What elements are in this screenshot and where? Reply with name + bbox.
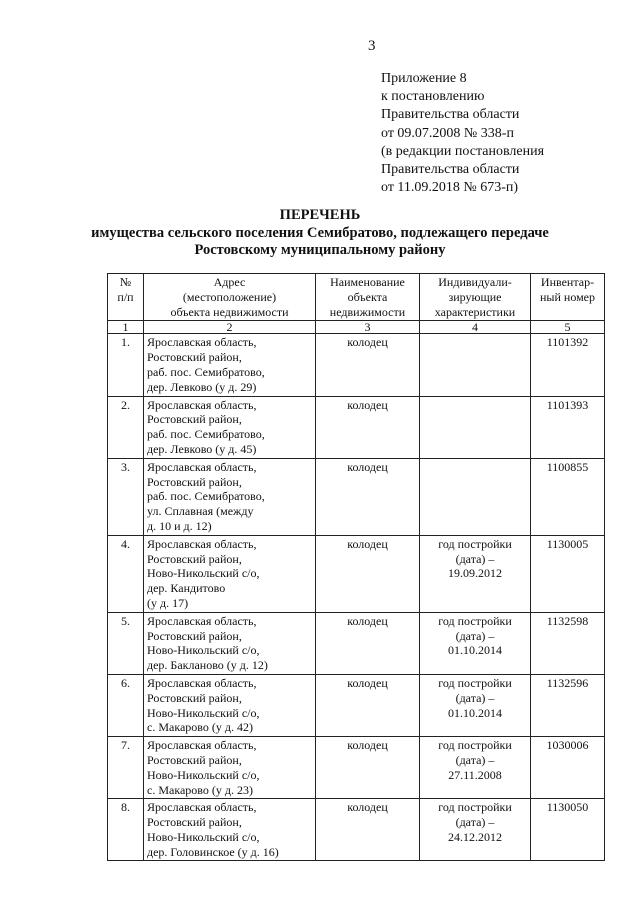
characteristics-line: год постройки xyxy=(438,800,512,815)
address-line: Ростовский район, xyxy=(147,690,242,705)
address-line: дер. Бакланово (у д. 12) xyxy=(147,658,268,673)
appendix-line: к постановлению xyxy=(381,89,485,105)
address-line: Ростовский район, xyxy=(147,815,242,830)
header-text: ный номер xyxy=(539,289,596,304)
cell-characteristics xyxy=(420,737,531,799)
header-text: характеристики xyxy=(434,304,516,319)
characteristics-line: 24.12.2012 xyxy=(448,829,502,844)
column-number: 2 xyxy=(144,321,316,334)
cell-address xyxy=(144,396,316,458)
address-line: Ново-Никольский с/о, xyxy=(147,643,260,658)
address-line: д. 10 и д. 12) xyxy=(147,518,212,533)
address-line: Ярославская область, xyxy=(147,536,257,551)
address-line: Ростовский район, xyxy=(147,412,242,427)
cell-number: 1. xyxy=(108,334,144,396)
property-table xyxy=(107,273,605,861)
characteristics-line: год постройки xyxy=(438,536,512,551)
address-line: дер. Головинское (у д. 16) xyxy=(147,844,279,859)
cell-number: 8. xyxy=(108,799,144,861)
appendix-line: Приложение 8 xyxy=(381,71,467,86)
header-text: зирующие xyxy=(448,289,502,304)
header-text: Инвентар- xyxy=(540,275,595,289)
address-line: Ростовский район, xyxy=(147,474,242,489)
address-line: дер. Левково (у д. 45) xyxy=(147,441,257,456)
cell-address xyxy=(144,674,316,736)
cell-address xyxy=(144,535,316,612)
column-number: 4 xyxy=(420,321,531,334)
appendix-line: от 09.07.2008 № 338-п xyxy=(381,125,514,141)
cell-inventory-number: 1101392 xyxy=(531,334,605,396)
characteristics-line: год постройки xyxy=(438,613,512,628)
cell-object-name: колодец xyxy=(316,612,420,674)
cell-characteristics xyxy=(420,674,531,736)
cell-inventory-number: 1132598 xyxy=(531,612,605,674)
column-number: 1 xyxy=(108,321,144,334)
header-text: п/п xyxy=(117,289,134,304)
cell-inventory-number: 1132596 xyxy=(531,674,605,736)
address-line: Ярославская область, xyxy=(147,335,257,350)
cell-inventory-number: 1130005 xyxy=(531,535,605,612)
cell-object-name: колодец xyxy=(316,396,420,458)
cell-object-name: колодец xyxy=(316,737,420,799)
cell-characteristics xyxy=(420,396,531,458)
address-line: Ново-Никольский с/о, xyxy=(147,705,260,720)
table-row xyxy=(108,737,605,799)
cell-inventory-number: 1101393 xyxy=(531,396,605,458)
address-line: Ярославская область, xyxy=(147,800,257,815)
cell-object-name: колодец xyxy=(316,458,420,535)
cell-characteristics xyxy=(420,612,531,674)
cell-number: 7. xyxy=(108,737,144,799)
cell-characteristics xyxy=(420,458,531,535)
header-text: Наименование xyxy=(330,275,405,289)
table-row xyxy=(108,612,605,674)
cell-object-name: колодец xyxy=(316,674,420,736)
appendix-note xyxy=(381,70,631,197)
address-line: Ново-Никольский с/о, xyxy=(147,767,260,782)
cell-address xyxy=(144,737,316,799)
table-row xyxy=(108,674,605,736)
cell-address xyxy=(144,799,316,861)
header-text: № xyxy=(119,275,132,289)
characteristics-line: 19.09.2012 xyxy=(448,566,502,581)
column-number: 5 xyxy=(531,321,605,334)
characteristics-line: 01.10.2014 xyxy=(448,643,502,658)
header-name xyxy=(316,274,420,321)
address-line: Ярославская область, xyxy=(147,459,257,474)
appendix-line: от 11.09.2018 № 673-п) xyxy=(381,180,519,196)
address-line: с. Макарово (у д. 23) xyxy=(147,782,253,797)
address-line: раб. пос. Семибратово, xyxy=(147,489,265,504)
cell-object-name: колодец xyxy=(316,535,420,612)
address-line: раб. пос. Семибратово, xyxy=(147,364,265,379)
cell-inventory-number: 1030006 xyxy=(531,737,605,799)
characteristics-line: (дата) – xyxy=(455,551,495,566)
table-row xyxy=(108,535,605,612)
address-line: Ярославская область, xyxy=(147,613,257,628)
characteristics-line: (дата) – xyxy=(455,628,495,643)
address-line: Ново-Никольский с/о, xyxy=(147,829,260,844)
address-line: Ростовский район, xyxy=(147,752,242,767)
appendix-line: Правительства области xyxy=(381,162,520,178)
header-text: объекта недвижимости xyxy=(170,304,289,319)
cell-address xyxy=(144,458,316,535)
table-row xyxy=(108,334,605,396)
address-line: дер. Левково (у д. 29) xyxy=(147,379,257,394)
address-line: Ярославская область, xyxy=(147,675,257,690)
cell-object-name: колодец xyxy=(316,799,420,861)
characteristics-line: (дата) – xyxy=(455,815,495,830)
address-line: раб. пос. Семибратово, xyxy=(147,427,265,442)
appendix-line: (в редакции постановления xyxy=(381,143,545,159)
table-row xyxy=(108,799,605,861)
cell-object-name: колодец xyxy=(316,334,420,396)
header-text: недвижимости xyxy=(329,304,406,319)
cell-number: 2. xyxy=(108,396,144,458)
address-line: Ростовский район, xyxy=(147,350,242,365)
appendix-line: Правительства области xyxy=(381,107,520,123)
page-number: 3 xyxy=(368,38,376,54)
characteristics-line: 01.10.2014 xyxy=(448,705,502,720)
characteristics-line: (дата) – xyxy=(455,690,495,705)
cell-number: 6. xyxy=(108,674,144,736)
header-num xyxy=(108,274,144,321)
cell-inventory-number: 1100855 xyxy=(531,458,605,535)
address-line: Ростовский район, xyxy=(147,551,242,566)
document-title: ПЕРЕЧЕНЬ xyxy=(279,207,361,223)
characteristics-line: год постройки xyxy=(438,675,512,690)
header-text: Индивидуали- xyxy=(438,275,512,289)
header-inventory xyxy=(531,274,605,321)
cell-number: 3. xyxy=(108,458,144,535)
cell-characteristics xyxy=(420,334,531,396)
address-line: Ново-Никольский с/о, xyxy=(147,566,260,581)
address-line: Ростовский район, xyxy=(147,628,242,643)
address-line: ул. Сплавная (между xyxy=(147,504,254,519)
address-line: Ярославская область, xyxy=(147,397,257,412)
address-line: с. Макарово (у д. 42) xyxy=(147,720,253,735)
table-row xyxy=(108,396,605,458)
cell-number: 4. xyxy=(108,535,144,612)
header-characteristics xyxy=(420,274,531,321)
document-heading xyxy=(0,207,640,260)
cell-address xyxy=(144,334,316,396)
header-text: (местоположение) xyxy=(182,289,277,304)
cell-characteristics xyxy=(420,535,531,612)
cell-characteristics xyxy=(420,799,531,861)
header-address xyxy=(144,274,316,321)
address-line: дер. Кандитово xyxy=(147,581,226,596)
column-number-row xyxy=(108,321,605,334)
address-line: (у д. 17) xyxy=(147,595,189,610)
address-line: Ярославская область, xyxy=(147,738,257,753)
table-header-row xyxy=(108,274,605,321)
table-row xyxy=(108,458,605,535)
header-text: объекта xyxy=(347,289,388,304)
cell-address xyxy=(144,612,316,674)
characteristics-line: год постройки xyxy=(438,738,512,753)
document-subtitle-line: Ростовскому муниципальному району xyxy=(194,242,446,258)
header-text: Адрес xyxy=(213,275,246,289)
column-number: 3 xyxy=(316,321,420,334)
cell-number: 5. xyxy=(108,612,144,674)
cell-inventory-number: 1130050 xyxy=(531,799,605,861)
characteristics-line: (дата) – xyxy=(455,752,495,767)
document-subtitle-line: имущества сельского поселения Семибратово, подлежащего передаче xyxy=(91,224,549,241)
characteristics-line: 27.11.2008 xyxy=(448,767,502,782)
